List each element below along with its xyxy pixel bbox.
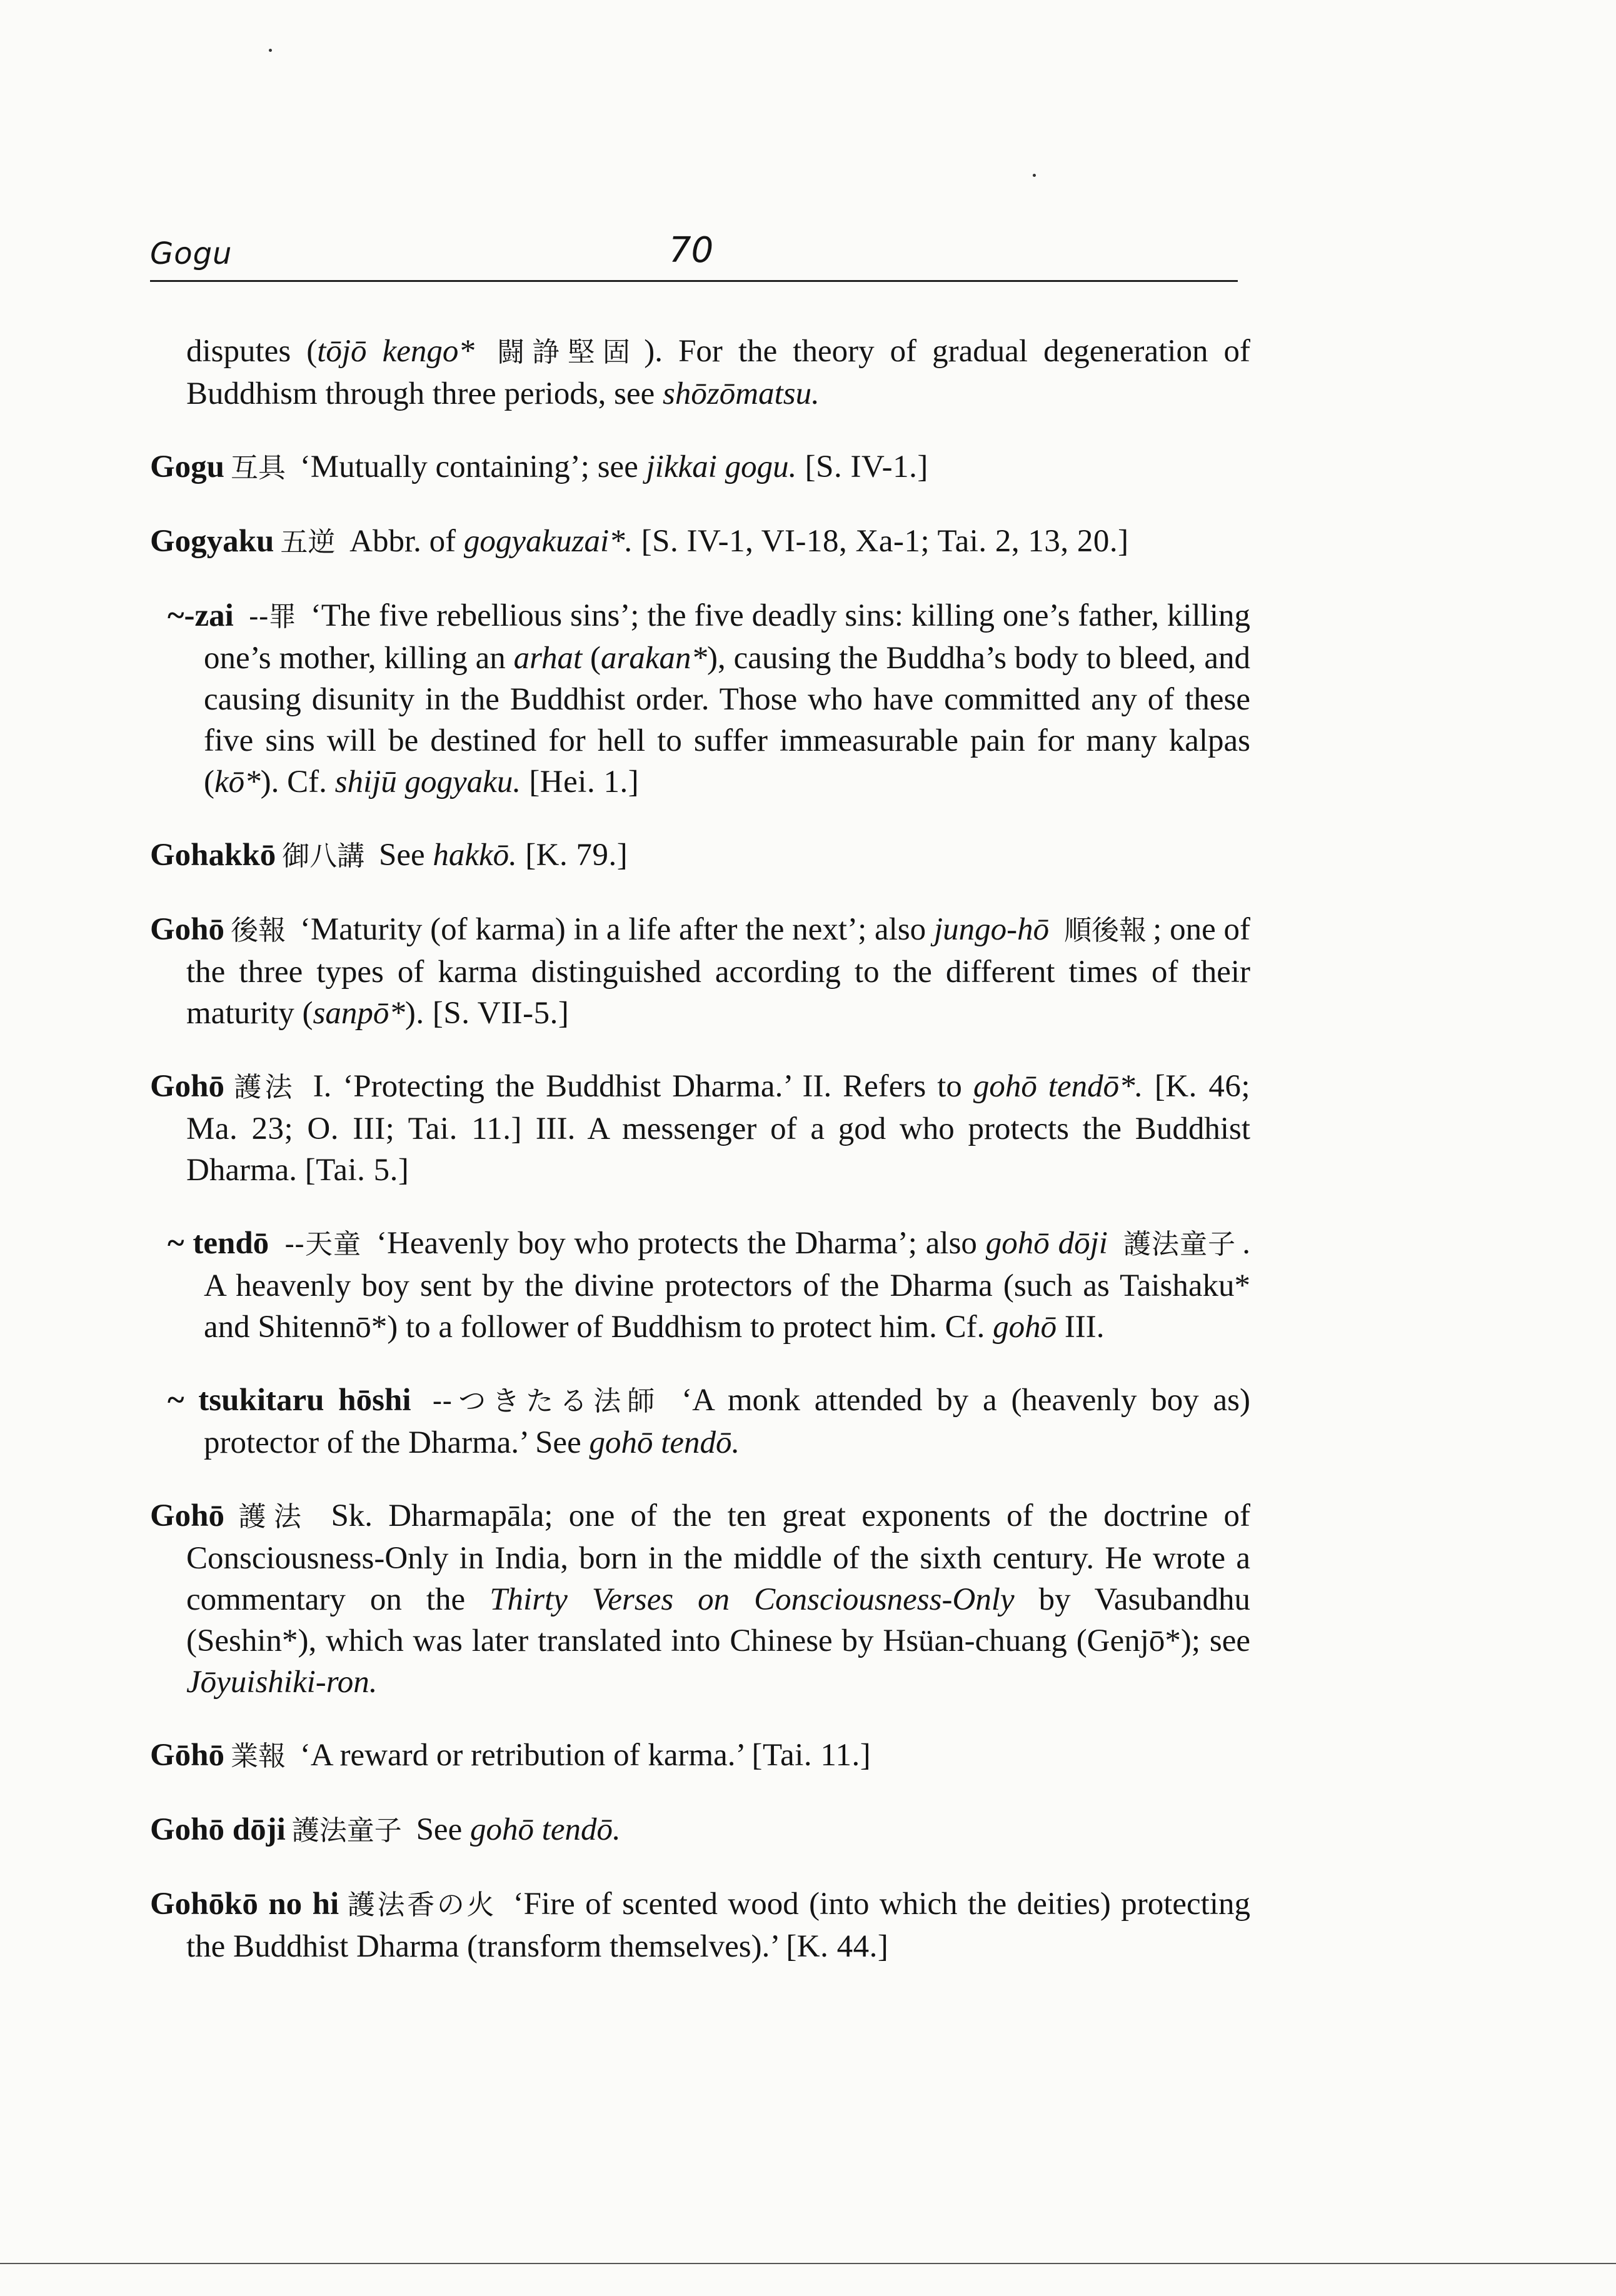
scan-speck — [1033, 174, 1036, 177]
entry-kanji: 護法 — [231, 1501, 309, 1533]
entry-text: Sk. Dharmapāla; one of the ten great exponents of the doctrine of Consciousness-Only in India, born in the middle of the sixth century. He wrote a commentary on the — [186, 1498, 1250, 1617]
entry-kanji: 闘諍堅固 — [480, 336, 638, 368]
scan-speck — [269, 49, 272, 52]
entry-headword: Gohō — [150, 1069, 225, 1104]
header-rule — [150, 280, 1238, 282]
entry-text: ). For the theory of gradual degeneration of Buddhism through three periods, see — [186, 334, 1250, 411]
entry-headword: Gohō — [150, 1498, 225, 1533]
entry-headword: Gogu — [150, 449, 225, 484]
entry-headword: ~ tendō — [168, 1226, 269, 1261]
entry-text: ‘Heavenly boy who protects the Dharma’; also — [368, 1226, 986, 1261]
entry-italic-term: gohō — [993, 1310, 1057, 1345]
entry-text: ( — [582, 641, 601, 676]
entry-text: ‘Maturity (of karma) in a life after the next’; also — [292, 912, 934, 947]
entry-kanji: 護法童子 — [291, 1815, 402, 1847]
entry-kanji: --天童 — [275, 1228, 362, 1260]
entry-text: . A heavenly boy sent by the divine protectors of the Dharma (such as Taishaku* and Shitennō*) to a follower of Buddhism to protect him. Cf. — [204, 1226, 1250, 1345]
entry-list — [150, 299, 1250, 1978]
subentry — [150, 595, 1250, 803]
entry-kanji: 業報 — [231, 1740, 286, 1772]
entry — [150, 446, 1250, 489]
entry-reference: [K. 46; Ma. 23; O. III; Tai. 11.] — [186, 1069, 1251, 1146]
entry-italic-term: sanpō* — [313, 996, 405, 1031]
entry-italic-term: jungo-hō — [933, 912, 1050, 947]
entry-text: ‘Mutually containing’; see — [292, 449, 646, 484]
entry-kanji: 順後報 — [1055, 915, 1147, 946]
entry-kanji: 後報 — [231, 915, 286, 946]
entry — [150, 1735, 1250, 1777]
entry-text: ‘A reward or retribution of karma.’ — [292, 1738, 752, 1773]
entry-kanji: 護法 — [231, 1071, 296, 1103]
entry — [150, 1809, 1250, 1852]
entry-text: ), causing the Buddha’s body to bleed, and causing disunity in the Buddhist order. Those who have committed any of these five sins will be destined for hell to suffer immeasurable pain for many kalpas ( — [204, 641, 1250, 800]
entry-italic-term: Jōyuishiki-ron. — [186, 1665, 378, 1700]
entry-italic-term: gohō tendō. — [469, 1812, 621, 1847]
entry-italic-term: kō* — [214, 764, 261, 800]
entry-reference: [S. IV-1.] — [796, 449, 928, 484]
entry-headword: Gohakkō — [150, 838, 276, 873]
entry-reference: [S. IV-1, VI-18, Xa-1; Tai. 2, 13, 20.] — [633, 524, 1129, 559]
entry-headword: ~-zai — [168, 598, 234, 633]
entry-reference: [K. 79.] — [516, 838, 628, 873]
entry-italic-term: tōjō kengo* — [317, 334, 474, 369]
entry-headword: Gohō dōji — [150, 1812, 286, 1847]
entry-kanji: 御八講 — [282, 840, 365, 872]
entry-text: ; one of the three types of karma distinguished according to the different times of their maturity ( — [186, 912, 1250, 1031]
page-number: 70 — [669, 230, 714, 271]
entry-text: ‘A monk attended by a (heavenly boy as) protector of the Dharma.’ See — [204, 1383, 1250, 1460]
entry-italic-term: arakan* — [601, 641, 707, 676]
entry-text: ). Cf. — [260, 764, 335, 800]
entry-italic-term: gohō tendō*. — [973, 1069, 1143, 1104]
entry — [150, 521, 1250, 563]
entry-kanji: 互具 — [231, 452, 286, 484]
entry-headword: ~ tsukitaru hōshi — [168, 1383, 411, 1418]
entry — [150, 835, 1250, 877]
entry-italic-term: hakkō. — [433, 838, 517, 873]
running-head-word: Gogu — [150, 236, 233, 271]
entry-headword: Gōhō — [150, 1738, 225, 1773]
entry-text: III. — [1056, 1310, 1105, 1345]
entry-kanji: --罪 — [239, 601, 296, 633]
entry-headword: Gohōkō no hi — [150, 1887, 339, 1922]
entry-text: See — [371, 838, 433, 873]
entry-continuation — [150, 331, 1250, 414]
entry-text: by Vasubandhu (Seshin*), which was later translated into Chinese by Hsüan-chuang (Genjō*); see — [186, 1582, 1250, 1658]
entry-reference: [K. 44.] — [786, 1929, 889, 1964]
entry-headword: Gogyaku — [150, 524, 274, 559]
entry-kanji: 護法童子 — [1113, 1228, 1237, 1260]
entry-italic-term: shijū gogyaku. — [334, 764, 521, 800]
entry-reference: [Tai. 5.] — [304, 1153, 409, 1188]
entry-text: I. ‘Protecting the Buddhist Dharma.’ II. Refers to — [301, 1069, 973, 1104]
entry-kanji: --つきたる法師 — [417, 1385, 661, 1417]
entry-text: See — [408, 1812, 470, 1847]
entry-text: III. A messenger of a god who protects the Buddhist Dharma. — [186, 1111, 1251, 1188]
entry-kanji: 護法香の火 — [345, 1889, 497, 1921]
entry-italic-term: arhat — [513, 641, 583, 676]
entry-italic-term: Thirty Verses on Consciousness-Only — [489, 1582, 1015, 1617]
entry-text: ‘Fire of scented wood (into which the deities) protecting the Buddhist Dharma (transform themselves).’ — [186, 1887, 1251, 1964]
entry-italic-term: gohō dōji — [985, 1226, 1108, 1261]
entry-reference: [Hei. 1.] — [521, 764, 640, 800]
entry-reference: [Tai. 11.] — [751, 1738, 871, 1773]
entry-reference: ). [S. VII-5.] — [404, 996, 570, 1031]
entry-italic-term: gohō tendō. — [589, 1425, 740, 1460]
scan-edge-rule — [0, 2263, 1616, 2264]
entry-italic-term: jikkai gogu. — [646, 449, 797, 484]
running-head — [150, 230, 1238, 280]
entry-text: Abbr. of — [341, 524, 464, 559]
entry-text: disputes ( — [186, 334, 318, 369]
subentry — [150, 1223, 1250, 1348]
entry-text: ‘The five rebellious sins’; the five deadly sins: killing one’s father, killing one’s mother, killing an — [204, 598, 1250, 676]
entry-kanji: 五逆 — [280, 526, 336, 558]
entry — [150, 1066, 1250, 1191]
entry — [150, 1495, 1250, 1703]
entry — [150, 909, 1250, 1034]
entry-italic-term: gogyakuzai*. — [463, 524, 633, 559]
entry-headword: Gohō — [150, 912, 225, 947]
entry-italic-term: shōzōmatsu. — [663, 376, 820, 411]
subentry — [150, 1380, 1250, 1463]
entry — [150, 1883, 1250, 1967]
